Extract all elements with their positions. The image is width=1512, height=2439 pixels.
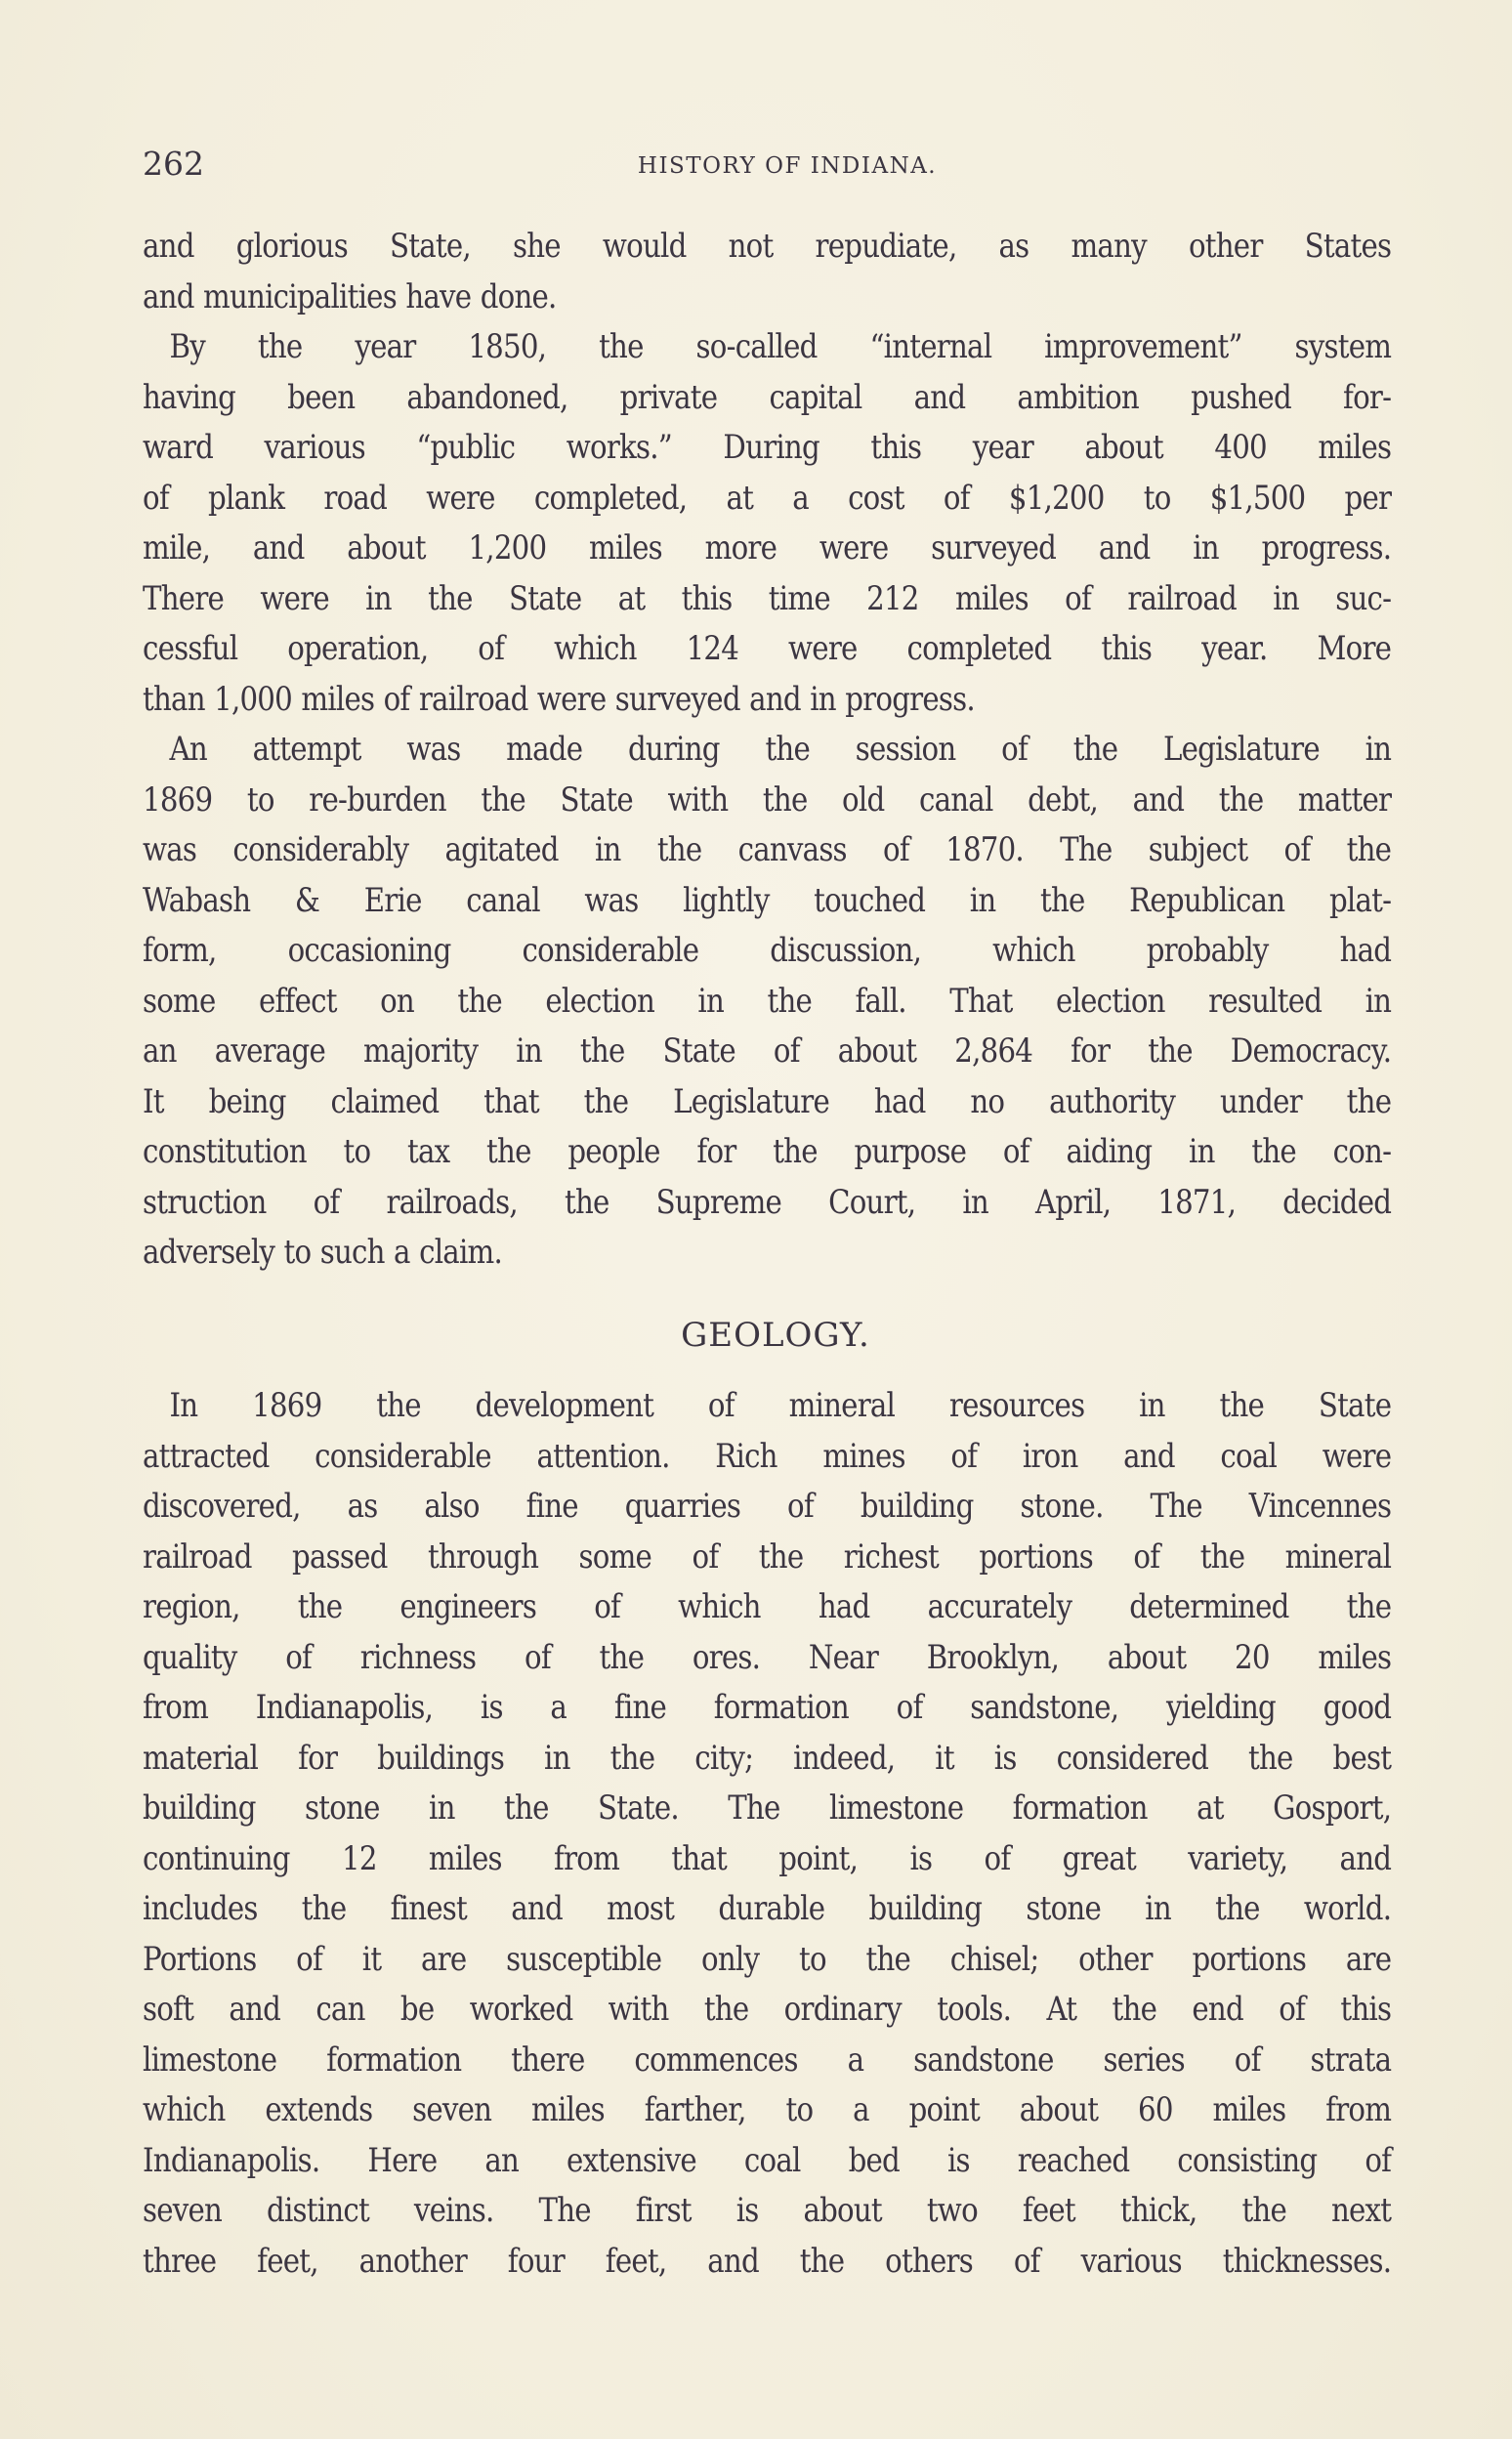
text-line: railroad passed through some of the richest portions of the mineral bbox=[143, 1536, 1392, 1577]
text-line: By the year 1850, the so-called “internal improvement” system bbox=[169, 327, 1392, 366]
text-line: some effect on the election in the fall. That election resulted in bbox=[143, 981, 1392, 1021]
text-line: limestone formation there commences a sandstone series of strata bbox=[143, 2040, 1392, 2080]
running-head bbox=[143, 145, 1393, 184]
text-line: three feet, another four feet, and the others of various thicknesses. bbox=[143, 2241, 1392, 2281]
text-line: seven distinct veins. The first is about two feet thick, the next bbox=[143, 2191, 1392, 2230]
text-line: continuing 12 miles from that point, is of great variety, and bbox=[143, 1838, 1392, 1878]
text-line: soft and can be worked with the ordinary tools. At the end of this bbox=[143, 1990, 1392, 2029]
page-number: 262 bbox=[143, 145, 204, 183]
text-line: An attempt was made during the session of the Legislature in bbox=[169, 730, 1392, 769]
text-line: adversely to such a claim. bbox=[143, 1233, 502, 1272]
text-line: and municipalities have done. bbox=[143, 276, 557, 316]
text-line: cessful operation, of which 124 were completed this year. More bbox=[143, 629, 1392, 668]
text-line: was considerably agitated in the canvass of 1870. The subject of the bbox=[143, 830, 1392, 869]
body-text-section-1 bbox=[143, 222, 1391, 1279]
text-line: from Indianapolis, is a fine formation of sandstone, yielding good bbox=[143, 1688, 1392, 1727]
text-line: constitution to tax the people for the purpose of aiding in the con- bbox=[143, 1132, 1392, 1171]
text-line: discovered, as also fine quarries of building stone. The Vincennes bbox=[143, 1487, 1392, 1526]
text-line: form, occasioning considerable discussion, which probably had bbox=[143, 931, 1392, 970]
text-line: than 1,000 miles of railroad were surveyed and in progress. bbox=[143, 679, 975, 719]
text-line: In 1869 the development of mineral resources in the State bbox=[169, 1386, 1392, 1425]
body-text-section-2 bbox=[143, 1381, 1391, 2287]
text-line: Wabash & Erie canal was lightly touched in the Republican plat- bbox=[143, 880, 1392, 920]
text-line: quality of richness of the ores. Near Brooklyn, about 20 miles bbox=[143, 1637, 1392, 1677]
text-line: attracted considerable attention. Rich mines of iron and coal were bbox=[143, 1436, 1392, 1476]
text-line: It being claimed that the Legislature had no authority under the bbox=[143, 1081, 1392, 1121]
text-line: material for buildings in the city; indeed, it is considered the best bbox=[143, 1738, 1392, 1778]
text-line: and glorious State, she would not repudiate, as many other States bbox=[143, 227, 1392, 266]
text-line: which extends seven miles farther, to a point about 60 miles from bbox=[143, 2090, 1392, 2129]
text-line: region, the engineers of which had accurately determined the bbox=[143, 1587, 1392, 1626]
running-title: HISTORY OF INDIANA. bbox=[637, 153, 938, 179]
text-line: building stone in the State. The limestone formation at Gosport, bbox=[143, 1788, 1392, 1828]
section-heading-geology: GEOLOGY. bbox=[681, 1316, 870, 1355]
text-line: includes the finest and most durable building stone in the world. bbox=[143, 1889, 1392, 1928]
text-line: having been abandoned, private capital and ambition pushed for- bbox=[143, 377, 1392, 417]
text-line: an average majority in the State of about 2,864 for the Democracy. bbox=[143, 1031, 1392, 1071]
text-line: Indianapolis. Here an extensive coal bed is reached consisting of bbox=[143, 2140, 1392, 2180]
text-line: ward various “public works.” During this year about 400 miles bbox=[143, 428, 1392, 467]
text-line: 1869 to re-burden the State with the old canal debt, and the matter bbox=[143, 779, 1392, 820]
text-line: mile, and about 1,200 miles more were surveyed and in progress. bbox=[143, 528, 1392, 568]
text-line: struction of railroads, the Supreme Court, in April, 1871, decided bbox=[143, 1182, 1392, 1222]
text-line: There were in the State at this time 212 miles of railroad in suc- bbox=[143, 578, 1392, 618]
text-line: Portions of it are susceptible only to the chisel; other portions are bbox=[143, 1939, 1392, 1979]
text-line: of plank road were completed, at a cost of $1,200 to $1,500 per bbox=[143, 478, 1392, 518]
